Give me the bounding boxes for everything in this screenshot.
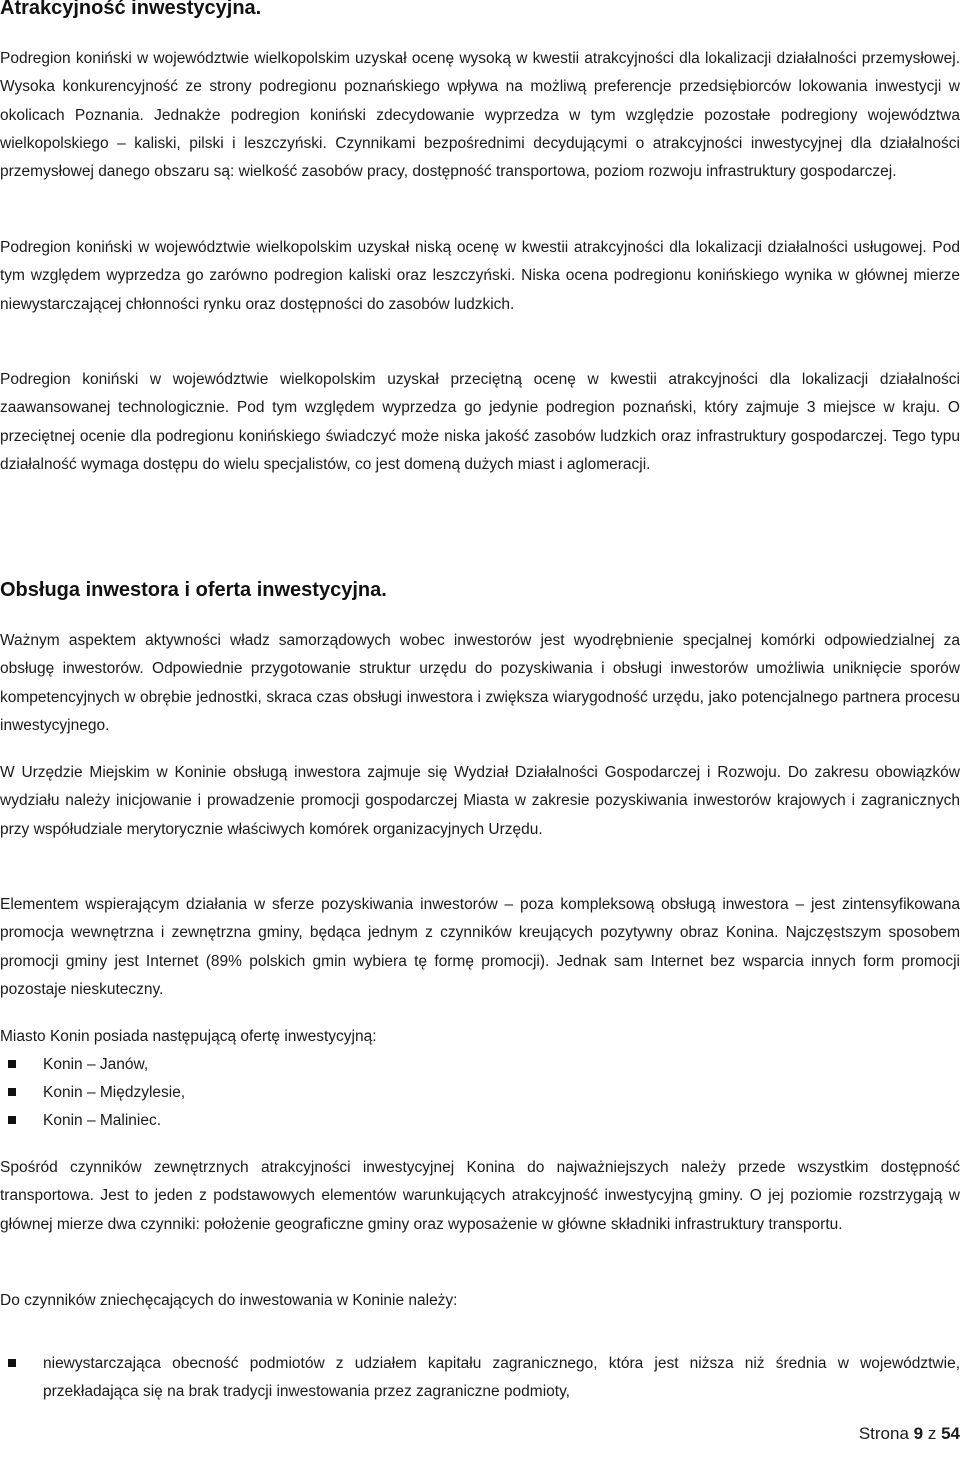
paragraph-industrial-attractiveness: Podregion koniński w województwie wielkopolskim uzyskał ocenę wysoką w kwestii atrakcyjności dla lokalizacji działalności przemysłowej. Wysoka konkurencyjność ze strony podregionu poznańskiego wpływa na możliwą preferencje przedsiębiorców lokowania inwestycji w okolicach Poznania. Jednakże podregion koniński zdecydowanie wyprzedza w tym względzie pozostałe podregiony województwa wielkopolskiego – kaliski, pilski i leszczyński. Czynnikami bezpośrednimi decydującymi o atrakcyjności inwestycyjnej dla działalności przemysłowej danego obszaru są: wielkość zasobów pracy, dostępność transportowa, poziom rozwoju infrastruktury gospodarczej. (0, 50, 960, 181)
page-label: Strona (858, 1424, 909, 1443)
bullet-square-icon (8, 1060, 16, 1068)
page-total: 54 (941, 1424, 960, 1443)
paragraph-transport-accessibility: Spośród czynników zewnętrznych atrakcyjności inwestycyjnej Konina do najważniejszych należy przede wszystkim dostępność transportowa. Jest to jeden z podstawowych elementów warunkujących atrakcyjność inwestycyjną gminy. O jej poziomie rozstrzygają w głównej mierze dwa czynniki: położenie geograficzne gminy oraz wyposażenie w główne składniki infrastruktury transportu. (0, 1159, 960, 1233)
page-separator: z (927, 1424, 937, 1443)
offer-item-label: Konin – Międzylesie, (43, 1084, 186, 1101)
offer-intro: Miasto Konin posiada następującą ofertę inwestycyjną: (0, 1028, 377, 1045)
bullet-square-icon (8, 1116, 16, 1124)
bullet-square-icon (8, 1359, 16, 1367)
paragraph-service-attractiveness: Podregion koniński w województwie wielkopolskim uzyskał niską ocenę w kwestii atrakcyjności dla lokalizacji działalności usługowej. Pod tym względem wyprzedza go zarówno podregion kaliski oraz leszczyński. Niska ocena podregionu konińskiego wynika w głównej mierze niewystarczającej chłonności rynku oraz dostępności do zasobów ludzkich. (0, 239, 960, 313)
list-item (0, 1107, 960, 1135)
paragraph-promotion: Elementem wspierającym działania w sferze pozyskiwania inwestorów – poza kompleksową obsługą inwestora – jest zintensyfikowana promocja wewnętrzna i zewnętrzna gminy, będąca jednym z czynników kreujących pozytywny obraz Konina. Najczęstszym sposobem promocji gminy jest Internet (89% polskich gmin wybiera tę formę promocji). Jednak sam Internet bez wsparcia innych form promocji pozostaje nieskuteczny. (0, 896, 960, 998)
list-item (0, 1350, 960, 1406)
offer-item-label: Konin – Maliniec. (43, 1112, 162, 1129)
section-title-attractiveness: Atrakcyjność inwestycyjna. (0, 0, 262, 19)
offer-list (0, 1051, 960, 1135)
page-current: 9 (913, 1424, 924, 1443)
list-item (0, 1079, 960, 1107)
list-item (0, 1051, 960, 1079)
paragraph-investor-unit: Ważnym aspektem aktywności władz samorządowych wobec inwestorów jest wyodrębnienie specjalnej komórki odpowiedzialnej za obsługę inwestorów. Odpowiednie przygotowanie struktur urzędu do pozyskiwania i obsługi inwestorów umożliwia uniknięcie sporów kompetencyjnych w obrębie jednostki, skraca czas obsługi inwestora i zwiększa wiarygodność urzędu, jako potencjalnego partnera procesu inwestycyjnego. (0, 632, 960, 734)
section-title-investor-service: Obsługa inwestora i oferta inwestycyjna. (0, 579, 387, 601)
page-number-footer (859, 1422, 960, 1446)
discourage-list (0, 1350, 960, 1406)
bullet-square-icon (8, 1088, 16, 1096)
paragraph-hightech-attractiveness: Podregion koniński w województwie wielkopolskim uzyskał przeciętną ocenę w kwestii atrakcyjności dla lokalizacji działalności zaawansowanej technologicznie. Pod tym względem wyprzedza go jedynie podregion poznański, który zajmuje 3 miejsce w kraju. O przeciętnej ocenie dla podregionu konińskiego świadczyć może niska jakość zasobów ludzkich oraz infrastruktury gospodarczej. Tego typu działalność wymaga dostępu do wielu specjalistów, co jest domeną dużych miast i aglomeracji. (0, 371, 960, 473)
paragraph-city-department: W Urzędzie Miejskim w Koninie obsługą inwestora zajmuje się Wydział Działalności Gospodarczej i Rozwoju. Do zakresu obowiązków wydziału należy inicjowanie i prowadzenie promocji gospodarczej Miasta w zakresie pozyskiwania inwestorów krajowych i zagranicznych przy współudziale merytorycznie właściwych komórek organizacyjnych Urzędu. (0, 764, 960, 838)
offer-item-label: Konin – Janów, (43, 1056, 149, 1073)
discourage-intro: Do czynników zniechęcających do inwestowania w Koninie należy: (0, 1292, 458, 1309)
discourage-item-label: niewystarczająca obecność podmiotów z udziałem kapitału zagranicznego, która jest niższa niż średnia w województwie, przekładająca się na brak tradycji inwestowania przez zagraniczne podmioty, (43, 1355, 960, 1400)
